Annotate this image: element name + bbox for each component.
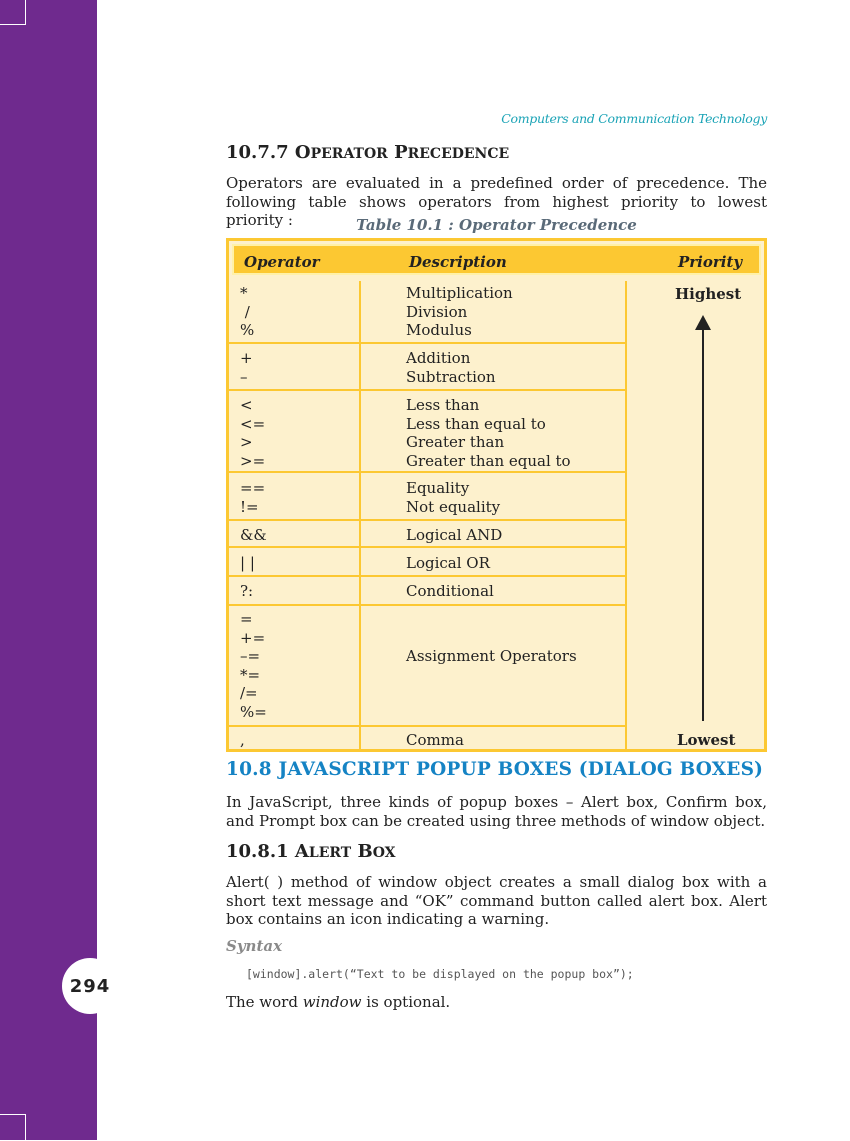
title-cap: O <box>294 142 311 163</box>
section-number: 10.8.1 <box>226 841 289 862</box>
section-heading-10-7-7 <box>226 142 509 163</box>
header-description: Description <box>409 253 507 271</box>
description-cell: Equality Not equality <box>406 479 501 516</box>
syntax-label: Syntax <box>226 937 283 955</box>
header-priority: Priority <box>678 253 743 271</box>
popup-paragraph: In JavaScript, three kinds of popup boxes – Alert box, Confirm box, and Prompt box can be created using three methods of window object. <box>226 793 767 830</box>
row-divider <box>229 519 625 521</box>
section-heading-10-8-1 <box>226 841 396 862</box>
description-cell: Logical OR <box>406 554 490 572</box>
operator-cell: , <box>240 731 245 749</box>
alert-paragraph: Alert( ) method of window object creates a small dialog box with a short text message and “OK” command button called alert box. Alert box contains an icon indicating a warning. <box>226 873 767 928</box>
operator-cell: && <box>240 526 267 544</box>
row-divider <box>229 389 625 391</box>
description-cell: Conditional <box>406 582 494 600</box>
note-text: The word <box>226 993 303 1011</box>
row-divider <box>229 575 625 577</box>
operator-cell: ?: <box>240 582 254 600</box>
priority-lowest: Lowest <box>677 731 736 749</box>
title-small-caps: RECEDENCE <box>407 146 510 162</box>
row-divider <box>229 471 625 473</box>
priority-highest: Highest <box>675 285 742 303</box>
title-cap: B <box>357 841 373 862</box>
title-cap: P <box>394 142 408 163</box>
optional-note <box>226 993 767 1012</box>
note-text: is optional. <box>361 993 451 1011</box>
section-heading-10-8: 10.8 JAVASCRIPT POPUP BOXES (DIALOG BOXES) <box>226 759 764 780</box>
table-caption: Table 10.1 : Operator Precedence <box>356 216 637 234</box>
row-divider <box>229 342 625 344</box>
description-cell: Comma <box>406 731 464 749</box>
operator-cell: * / % <box>240 284 255 339</box>
crop-mark-top <box>0 0 26 25</box>
operator-cell: == != <box>240 479 266 516</box>
column-divider <box>359 281 361 749</box>
section-number: 10.7.7 <box>226 142 289 163</box>
column-divider <box>625 281 627 749</box>
row-divider <box>229 546 625 548</box>
row-divider <box>229 604 625 606</box>
title-small-caps: LERT <box>308 845 352 861</box>
header-operator: Operator <box>244 253 320 271</box>
operator-cell: = += –= *= /= %= <box>240 610 267 721</box>
intro-paragraph: Operators are evaluated in a predefined order of precedence. The following table shows operators from highest priority to lowest priority : <box>226 174 767 229</box>
operator-cell: | | <box>240 554 255 572</box>
description-cell: Assignment Operators <box>406 647 577 665</box>
syntax-code: [window].alert(“Text to be displayed on the popup box”); <box>246 967 634 981</box>
title-small-caps: PERATOR <box>310 146 388 162</box>
operator-precedence-table <box>226 238 767 752</box>
priority-arrow-shaft <box>702 329 704 721</box>
table-header-row <box>232 244 761 275</box>
description-cell: Less than Less than equal to Greater than Greater than equal to <box>406 396 571 470</box>
title-small-caps: OX <box>372 845 396 861</box>
arrow-up-icon <box>695 315 711 330</box>
page-number: 294 <box>62 958 118 1014</box>
crop-mark-bottom <box>0 1114 26 1141</box>
description-cell: Multiplication Division Modulus <box>406 284 513 339</box>
description-cell: Addition Subtraction <box>406 349 496 386</box>
operator-cell: + – <box>240 349 253 386</box>
description-cell: Logical AND <box>406 526 503 544</box>
note-emphasis: window <box>302 993 362 1011</box>
row-divider <box>229 725 625 727</box>
title-cap: A <box>294 841 309 862</box>
running-head: Computers and Communication Technology <box>501 111 767 126</box>
operator-cell: < <= > >= <box>240 396 266 470</box>
